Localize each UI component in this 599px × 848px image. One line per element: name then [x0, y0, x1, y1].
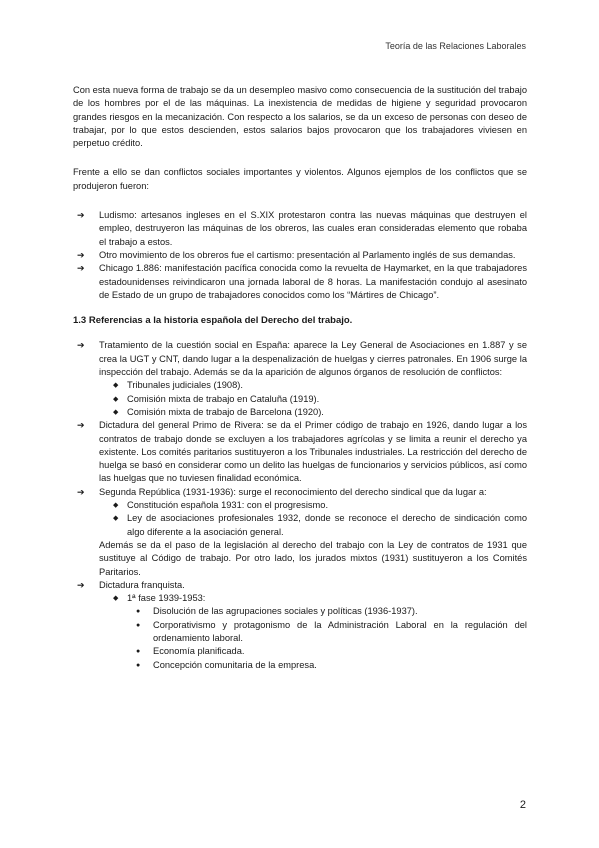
list-item-ludismo [73, 209, 527, 249]
sub-list-item-text: Comisión mixta de trabajo de Barcelona (1920). [127, 406, 324, 417]
diamond-bullet-icon: ◆ [113, 515, 119, 523]
dot-bullet-icon: ● [136, 661, 141, 669]
list-item-dictadura-franquista [73, 579, 527, 592]
section-heading: 1.3 Referencias a la historia española del Derecho del trabajo. [73, 315, 353, 327]
sub-sub-list-item-text: Economía planificada. [153, 646, 245, 657]
sub-list-item-text: Constitución española 1931: con el progresismo. [127, 500, 329, 511]
diamond-bullet-icon: ◆ [113, 595, 119, 603]
sub-list-item [73, 379, 527, 392]
dot-bullet-icon: ● [136, 648, 141, 656]
list-continuation-text: Además se da el paso de la legislación al derecho del trabajo con la Ley de contratos de 1931 que sustituye al Código de trabajo. Por otro lado, los jurados mixtos (1931) sustituyeron a los Comités Paritarios. [99, 539, 527, 577]
list-item-cartismo [73, 249, 527, 262]
sub-sub-list-item [73, 605, 527, 618]
list-item-text: Dictadura del general Primo de Rivera: se da el Primer código de trabajo en 1926, dando lugar a los contratos de trabajo donde se excluyen a los trabajadores agrícolas y se limita a reunir el derecho ya existente. Los comités paritarios sustituyeron a los Tribunales industriales. La restricción del derecho de huelga se basó en considerar como un delito las huelgas de funcionarios y servicios públicos, así como las huelgas que no tuviesen finalidad económica. [99, 420, 527, 484]
arrow-bullet-icon: ➔ [77, 263, 85, 274]
list-item-text: Tratamiento de la cuestión social en España: aparece la Ley General de Asociaciones en 1.887 y se crea la UGT y CNT, dando lugar a la despenalización de huelgas y cierres patronales. En 1906 surge la inspección del trabajo. Además se da la aparición de algunos órganos de resolución de conflictos: [99, 340, 527, 378]
list-item-text: Otro movimiento de los obreros fue el cartismo: presentación al Parlamento inglés de sus demandas. [99, 249, 516, 260]
sub-list-item [73, 512, 527, 539]
sub-sub-list-item-text: Concepción comunitaria de la empresa. [153, 659, 317, 670]
list-item-text: Ludismo: artesanos ingleses en el S.XIX protestaron contra las nuevas máquinas que destruyen el empleo, destruyeron las máquinas de los obreros, las cuales eran consideradas elemento que robaba el trabajo a estos. [99, 210, 527, 247]
sub-list-item [73, 393, 527, 406]
sub-list-item [73, 499, 527, 512]
body-text [73, 84, 527, 672]
diamond-bullet-icon: ◆ [113, 395, 119, 403]
arrow-bullet-icon: ➔ [77, 486, 85, 497]
list-item-primo-de-rivera [73, 419, 527, 485]
list-item-text: Chicago 1.886: manifestación pacífica conocida como la revuelta de Haymarket, en la que trabajadores estadounidenses reivindicaron una jornada laboral de 8 horas. La manifestación condujo al asesinato de Estado de un grupo de trabajadores conocidos como los “Mártires de Chicago”. [99, 263, 527, 300]
diamond-bullet-icon: ◆ [113, 382, 119, 390]
sub-list-item-text: Ley de asociaciones profesionales 1932, donde se reconoce el derecho de sindicación como algo diferente a la asociación general. [127, 513, 527, 537]
list-item-cuestion-social [73, 339, 527, 379]
dot-bullet-icon: ● [136, 621, 141, 629]
paragraph-conflicts-intro: Frente a ello se dan conflictos sociales importantes y violentos. Algunos ejemplos de los conflictos que se produjeron fueron: [73, 167, 527, 191]
sub-list-item [73, 592, 527, 605]
sub-list-item [73, 406, 527, 419]
sub-sub-list-item-text: Disolución de las agrupaciones sociales y políticas (1936-1937). [153, 606, 418, 617]
diamond-bullet-icon: ◆ [113, 408, 119, 416]
arrow-bullet-icon: ➔ [77, 579, 85, 590]
list-item-chicago [73, 262, 527, 302]
list-item-text: Segunda República (1931-1936): surge el reconocimiento del derecho sindical que da lugar a: [99, 486, 487, 497]
sub-list-item-text: Comisión mixta de trabajo en Cataluña (1919). [127, 393, 320, 404]
diamond-bullet-icon: ◆ [113, 502, 119, 510]
sub-sub-list-item-text: Corporativismo y protagonismo de la Administración Laboral en la regulación del ordenamiento laboral. [153, 619, 527, 643]
arrow-bullet-icon: ➔ [77, 210, 85, 221]
paragraph-unemployment: Con esta nueva forma de trabajo se da un desempleo masivo como consecuencia de la sustitución del trabajo de los hombres por el de las máquinas. La inexistencia de medidas de higiene y seguridad provocaron grandes riesgos en la mecanización. Con respecto a los salarios, se da un exceso de personas con deseo de trabajar, por lo que estos descienden, estos salarios bajos provocaron que los trabajadores viviesen en perpetuo crédito. [73, 85, 527, 149]
sub-sub-list-item [73, 645, 527, 658]
sub-sub-list-item [73, 659, 527, 672]
arrow-bullet-icon: ➔ [77, 420, 85, 431]
arrow-bullet-icon: ➔ [77, 340, 85, 351]
list-item-text: Dictadura franquista. [99, 579, 185, 590]
sub-list-item-text: 1ª fase 1939-1953: [127, 593, 206, 604]
page-number: 2 [519, 799, 526, 811]
sub-list-item-text: Tribunales judiciales (1908). [127, 380, 243, 391]
running-header: Teoría de las Relaciones Laborales [385, 41, 526, 51]
dot-bullet-icon: ● [136, 608, 141, 616]
list-item-segunda-republica [73, 486, 527, 499]
arrow-bullet-icon: ➔ [77, 249, 85, 260]
sub-sub-list-item [73, 619, 527, 646]
